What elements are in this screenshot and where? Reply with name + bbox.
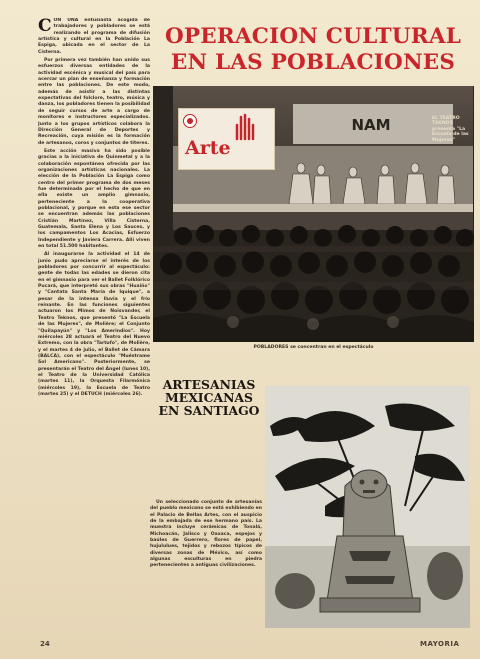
arte-logo-text: Arte: [185, 137, 231, 159]
intro-paragraph-2: Por primera vez también han unido sus esfuerzos diversas entidades de la actividad escénica y musical del país para acercar un plan de enseñanza y formación entre las poblaciones. De este modo, además de asistir a las distintas expectativas del folclore, teatro, música y danza, los pobladores tienen la posibilidad de seguir cursos de arte a cargo de monitores e instructores especializados. Junto a los grupos artísticos colabora la Dirección General de Deportes y Recreación, cuya misión es la formación de artesanos, coros y conjuntos de títeres.: [38, 58, 150, 146]
sculpture-photo: [265, 386, 470, 628]
page-number: 24: [40, 640, 50, 648]
sculpture-illustration: [265, 386, 470, 628]
inset-caption: EL TEATRO TEKNOS presenta "La Escuela de las Mujeres": [432, 116, 469, 143]
photo-caption: POBLADORES se concentran en el espectáculo: [253, 345, 374, 350]
drop-cap: C: [38, 18, 52, 36]
magazine-name: MAYORIA: [420, 640, 460, 648]
intro-column: [38, 18, 150, 633]
arte-logo: [178, 108, 275, 170]
article2-title: ARTESANIAS MEXICANAS EN SANTIAGO: [158, 377, 260, 418]
headline-line-2: EN LAS POBLACIONES: [170, 50, 456, 75]
intro-paragraph-1: CON UNA entusiasta acogida de trabajadores y pobladores se está realizando el programa de difusión artística y cultural en la Población La Espiga, ubicada en el sector de La Cisterna.: [38, 18, 150, 55]
article2-paragraph: Un seleccionado conjunto de artesanías del pueblo mexicano se está exhibiendo en el Palacio de Bellas Artes, con el auspicio de la embajada de ese hermano país. La muestra incluye cerámicas de Tonalá, Michoacán, Jalisco y Oaxaca, espejos y baúles de Guerrero, flores de papel, hujululues, tejidos y rebozos típicos de diversas zonas de México, así como algunas esculturas en piedra pertenecientes a antiguas civilizaciones.: [150, 500, 262, 569]
main-headline: [153, 24, 473, 76]
article2-body: [150, 500, 262, 570]
hand-icon: [229, 111, 259, 141]
intro-paragraph-3: Este acción masiva ha sido posible gracias a la iniciativa de Quinmetal y a la colaboración espontánea ofrecida por las organizaciones artísticas nacionales. La elección de la Población La Espiga como centro del primer programa de dos meses fue determinada por el hecho de que en ella existe un amplio gimnasio, perteneciente a la cooperativa poblacional, y porque en esta ese sector se encuentran además las poblaciones Cristián Martínez, Villa Cisterna, Guatemala, Santa Elena y Los Sauces, y los campamentos Los Acacias, Esfuerzo Independiente y Javiera Carrera. Allí viven en total 51.500 habitantes.: [38, 148, 150, 250]
headline-line-1: OPERACION CULTURAL: [164, 24, 462, 49]
stage-sign: NAM: [351, 116, 391, 134]
intro-paragraph-4: Al inaugurarse la actividad el 14 de junio pudo apreciarse el interés de los pobladores por concurrir al espectáculo: gente de todas las edades se dieron cita en el gimnasio para ver el Ballet Folklórico Pucará, que interpretó sus obras "Huaiño" y "Cantata Santa María de Iquique", a pesar de la intensa lluvia y el frío reinante. En las funciones siguientes actuaron los Mimos de Noisvander, el Teatro Teknos, que presentó "La Escuela de las Mujeres", de Molière; el Conjunto "Quilapayún" y "Los Amerindios". Hoy miércoles 28 actuará el Teatro del Nuevo Extremo, con la obra "Tartufo", de Molière, y el martes 4 de julio, el Ballet de Cámara (BALCA), con el espectáculo "Muéstrame Sol Americano". Posteriormente, se presentarán el Teatro del Ángel (lunes 10), el Teatro de la Universidad Católica (martes 11), la Orquesta Filarmónica (miércoles 19), la Escuela de Teatro (martes 25) y el DETUCH (miércoles 26).: [38, 252, 150, 397]
record-dot-icon: [183, 114, 197, 128]
